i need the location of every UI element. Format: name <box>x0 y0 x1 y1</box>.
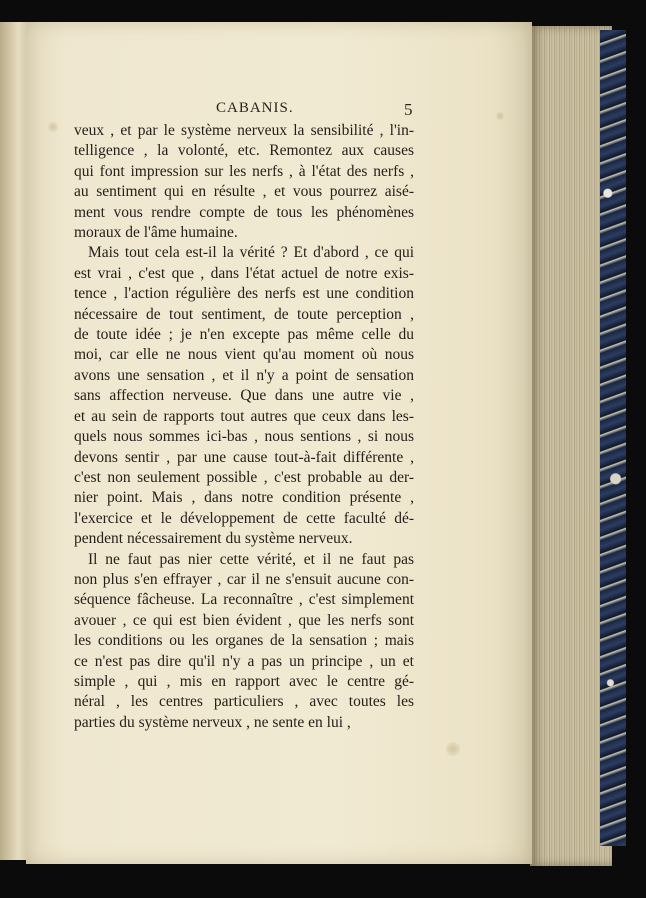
text-line: veux , et par le système nerveux la sensibilité , l'in- <box>74 122 414 139</box>
paragraph <box>74 243 414 549</box>
text-line: qui font impression sur les nerfs , à l'état des nerfs , <box>74 162 414 180</box>
text-line: parties du système nerveux , ne sente en lui , <box>74 713 351 731</box>
text-line: Mais tout cela est-il la vérité ? Et d'abord , ce qui <box>88 244 414 262</box>
text-line: ment vous rendre compte de tous les phénomènes <box>74 203 414 221</box>
text-line: nécessaire de tout sentiment, de toute perception , <box>74 305 414 323</box>
paragraph <box>74 550 414 734</box>
text-line: moi, car elle ne nous vient qu'au moment où nous <box>74 346 414 364</box>
text-line: avouer , ce qui est bien évident , que les nerfs sont <box>74 611 414 629</box>
text-line: ce n'est pas dire qu'il n'y a pas un principe , un et <box>74 652 414 670</box>
foxing-stain <box>48 122 58 132</box>
text-line: pendent nécessairement du système nerveux. <box>74 530 353 548</box>
text-line: et au sein de rapports tout autres que ceux dans les- <box>74 407 414 425</box>
text-line: sans affection nerveuse. Que dans une autre vie , <box>74 387 414 405</box>
page-number: 5 <box>404 100 413 119</box>
facing-page-edge <box>0 22 27 860</box>
paragraph <box>74 121 414 243</box>
text-line: au sentiment qui en résulte , et vous pourrez aisé- <box>74 183 414 201</box>
text-line: simple , qui , mis en rapport avec le centre gé- <box>74 672 414 690</box>
text-line: telligence , la volonté, etc. Remontez aux causes <box>74 142 414 160</box>
text-line: quels nous sommes ici-bas , nous sentions , si nous <box>74 428 414 446</box>
text-line: moraux de l'âme humaine. <box>74 224 238 242</box>
body-text <box>74 121 414 733</box>
text-line: l'exercice et le développement de cette faculté dé- <box>74 509 414 527</box>
marbled-cover <box>600 30 626 846</box>
text-line: avons une sensation , et il n'y a point de sensation <box>74 366 414 384</box>
running-title: CABANIS. <box>216 100 294 116</box>
text-line: néral , les centres particuliers , avec toutes les <box>74 693 414 711</box>
text-line: devons sentir , par une cause tout-à-fait différente , <box>74 448 414 466</box>
text-line: nier point. Mais , dans notre condition présente , <box>74 489 414 507</box>
running-header <box>26 100 532 122</box>
foxing-stain <box>446 742 460 756</box>
text-line: séquence fâcheuse. La reconnaître , c'est simplement <box>74 591 414 609</box>
text-line: tence , l'action régulière des nerfs est une condition <box>74 285 414 303</box>
text-line: de toute idée ; je n'en excepte pas même celle du <box>74 326 414 344</box>
text-line: Il ne faut pas nier cette vérité, et il ne faut pas <box>88 550 414 568</box>
book-page <box>26 22 532 864</box>
text-line: c'est non seulement possible , c'est probable au der- <box>74 468 414 486</box>
text-line: non plus s'en effrayer , car il ne s'ensuit aucune con- <box>74 570 414 588</box>
text-line: est vrai , c'est que , dans l'état actuel de notre exis- <box>74 264 414 282</box>
text-line: les conditions ou les organes de la sensation ; mais <box>74 632 414 650</box>
